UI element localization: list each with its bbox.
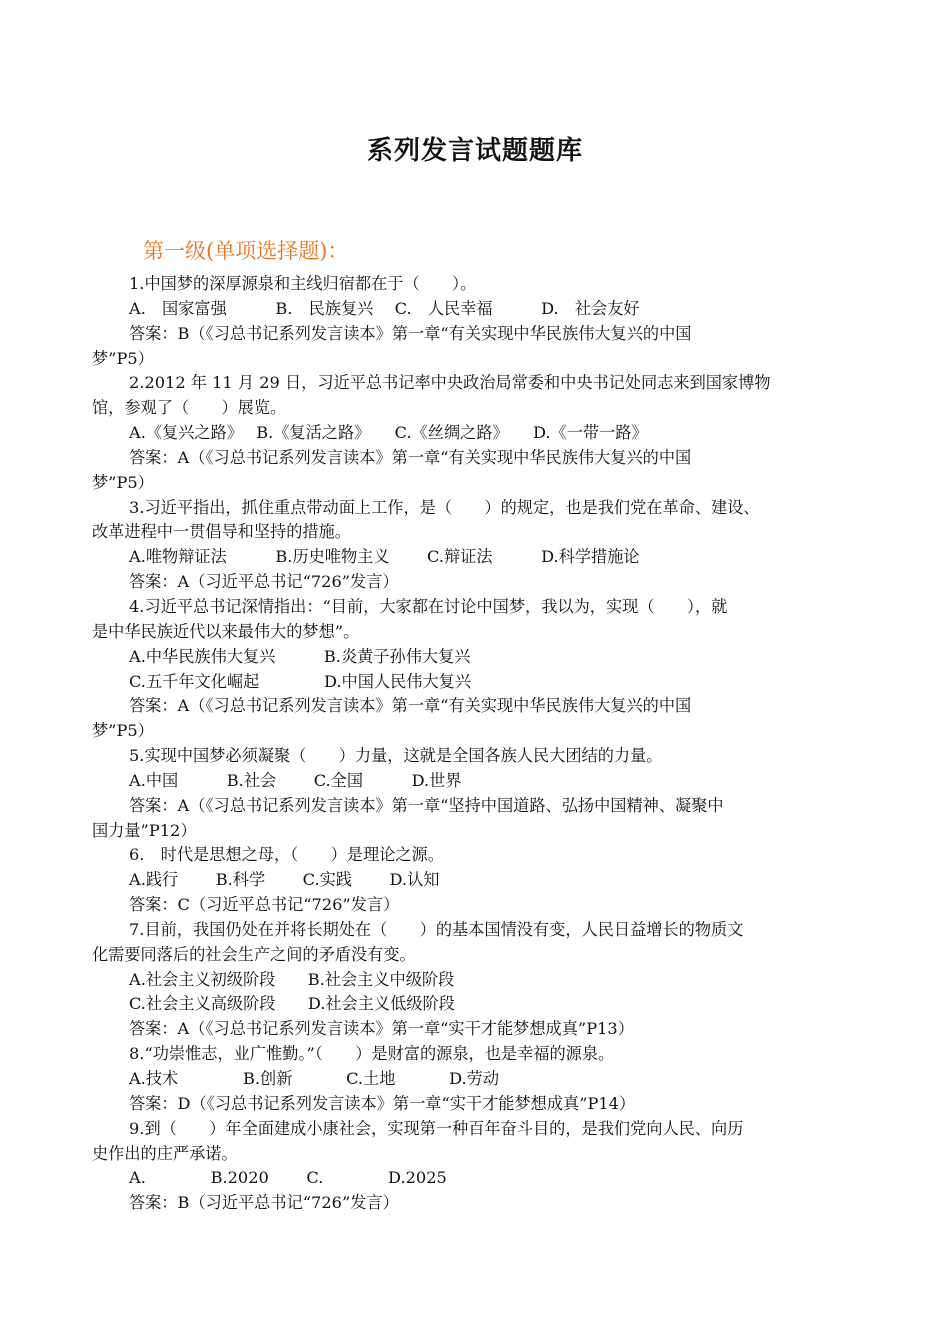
text-line: A.践行 B.科学 C.实践 D.认知 [129, 870, 440, 890]
text-line: A.技术 B.创新 C.土地 D.劳动 [129, 1069, 500, 1088]
text-line: 国力量”P12） [92, 820, 197, 840]
text-line: 7.目前，我国仍处在并将长期处在（ ）的基本国情没有变，人民日益增长的物质文 [129, 919, 744, 939]
text-line: 答案：D（《习总书记系列发言读本》第一章“实干才能梦想成真”P14） [129, 1093, 636, 1113]
text-line: 梦”P5） [92, 348, 154, 368]
text-line: A.中华民族伟大复兴 B.炎黄子孙伟大复兴 [129, 646, 471, 666]
text-line: 9.到（ ）年全面建成小康社会，实现第一种百年奋斗目的，是我们党向人民、向历 [129, 1118, 744, 1138]
document-body [92, 272, 870, 1216]
text-line: 8.“功崇惟志，业广惟勤。”（ ）是财富的源泉，也是幸福的源泉。 [129, 1044, 615, 1064]
text-line: 答案：C（习近平总书记“726”发言） [129, 895, 400, 915]
document-title: 系列发言试题题库 [366, 136, 583, 166]
text-line: 答案：B（习近平总书记“726”发言） [129, 1193, 399, 1213]
text-line: 答案：A（《习总书记系列发言读本》第一章“有关实现中华民族伟大复兴的中国 [129, 447, 692, 467]
section-heading: 第一级(单项选择题)： [143, 239, 349, 263]
text-line: 答案：B（《习总书记系列发言读本》第一章“有关实现中华民族伟大复兴的中国 [129, 323, 692, 343]
text-line: 梦”P5） [92, 721, 154, 741]
text-line: 2.2012 年 11 月 29 日，习近平总书记率中央政治局常委和中央书记处同志来到国家博物 [129, 373, 771, 393]
text-line: C.五千年文化崛起 D.中国人民伟大复兴 [129, 671, 472, 691]
text-line: 6. 时代是思想之母，（ ）是理论之源。 [129, 845, 444, 865]
text-line: 5.实现中国梦必须凝聚（ ）力量，这就是全国各族人民大团结的力量。 [129, 746, 663, 766]
text-line: A.《复兴之路》 B.《复活之路》 C.《丝绸之路》 D.《一带一路》 [129, 423, 648, 443]
text-line: 史作出的庄严承诺。 [92, 1143, 238, 1163]
text-line: 化需要同落后的社会生产之间的矛盾没有变。 [92, 944, 416, 964]
text-line: A. B.2020 C. D.2025 [129, 1168, 447, 1188]
text-line: 是中华民族近代以来最伟大的梦想”。 [92, 621, 360, 641]
text-line: 改革进程中一贯倡导和坚持的措施。 [92, 522, 351, 542]
text-line: 答案：A（《习总书记系列发言读本》第一章“实干才能梦想成真”P13） [129, 1019, 634, 1039]
text-line: 答案：A（《习总书记系列发言读本》第一章“有关实现中华民族伟大复兴的中国 [129, 696, 692, 716]
text-line: A.中国 B.社会 C.全国 D.世界 [129, 770, 462, 790]
text-line: A. 国家富强 B. 民族复兴 C. 人民幸福 D. 社会友好 [129, 298, 640, 318]
text-line: 答案：A（《习总书记系列发言读本》第一章“坚持中国道路、弘扬中国精神、凝聚中 [129, 795, 724, 815]
text-line: 答案：A（习近平总书记“726”发言） [129, 572, 399, 592]
text-line: A.唯物辩证法 B.历史唯物主义 C.辩证法 D.科学措施论 [129, 547, 640, 567]
text-line: 3.习近平指出，抓住重点带动面上工作，是（ ）的规定，也是我们党在革命、建设、 [129, 497, 760, 517]
text-line: 馆，参观了（ ）展览。 [92, 398, 287, 418]
text-line: 梦”P5） [92, 472, 154, 492]
text-line: A.社会主义初级阶段 B.社会主义中级阶段 [129, 969, 455, 989]
text-line: 4.习近平总书记深情指出：“目前，大家都在讨论中国梦，我以为，实现（ ），就 [129, 596, 728, 616]
text-line: C.社会主义高级阶段 D.社会主义低级阶段 [129, 994, 455, 1014]
text-line: 1.中国梦的深厚源泉和主线归宿都在于（ ）。 [129, 274, 477, 293]
